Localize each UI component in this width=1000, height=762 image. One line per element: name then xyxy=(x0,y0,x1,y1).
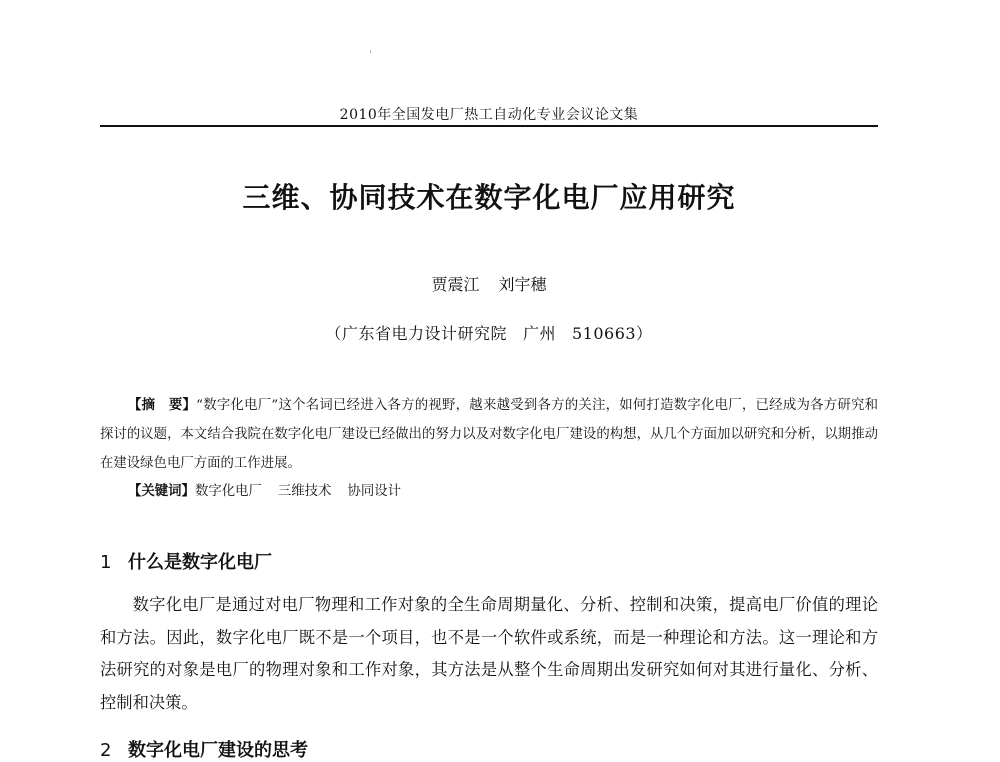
running-header: 2010年全国发电厂热工自动化专业会议论文集 xyxy=(339,107,639,123)
paper-title: 三维、协同技术在数字化电厂应用研究 xyxy=(242,181,736,214)
keywords-label: 【关键词】 xyxy=(128,483,195,499)
scan-speck xyxy=(370,50,371,53)
section-heading-2 xyxy=(100,736,308,762)
affiliation-postcode: 510663 xyxy=(571,324,637,343)
keywords xyxy=(100,478,878,505)
section-heading-1 xyxy=(100,548,272,574)
section-number: 2 xyxy=(100,740,112,761)
abstract-label: 【摘 要】 xyxy=(128,397,197,413)
keyword: 三维技术 xyxy=(277,484,332,499)
affiliation-open-paren: （ xyxy=(325,324,342,343)
keyword: 协同设计 xyxy=(347,484,402,499)
section-number: 1 xyxy=(100,552,112,573)
affiliation-institution: 广东省电力设计研究院 xyxy=(341,324,507,343)
abstract xyxy=(100,391,878,478)
section-1-paragraph: 数字化电厂是通过对电厂物理和工作对象的全生命周期量化、分析、控制和决策，提高电厂价值的理论和方法。因此，数字化电厂既不是一个项目，也不是一个软件或系统，而是一种理论和方法。这一理论和方法研究的对象是电厂的物理对象和工作对象，其方法是从整个生命周期出发研究如何对其进行量化、分析、控制和决策。 xyxy=(100,595,878,712)
abstract-text: “数字化电厂”这个名词已经进入各方的视野，越来越受到各方的关注，如何打造数字化电厂，已经成为各方研究和探讨的议题，本文结合我院在数字化电厂建设已经做出的努力以及对数字化电厂建设的构想，从几个方面加以研究和分析，以期推动在建设绿色电厂方面的工作进展。 xyxy=(100,398,878,471)
author-list xyxy=(100,272,878,295)
header-rule xyxy=(100,125,878,127)
author-name: 刘宇穗 xyxy=(498,275,547,294)
section-title: 数字化电厂建设的思考 xyxy=(128,740,308,761)
section-title: 什么是数字化电厂 xyxy=(128,552,272,573)
author-name: 贾震江 xyxy=(431,275,480,294)
affiliation-close-paren: ） xyxy=(636,324,653,343)
affiliation xyxy=(100,321,878,344)
affiliation-city: 广州 xyxy=(522,324,556,343)
keyword: 数字化电厂 xyxy=(194,484,262,499)
